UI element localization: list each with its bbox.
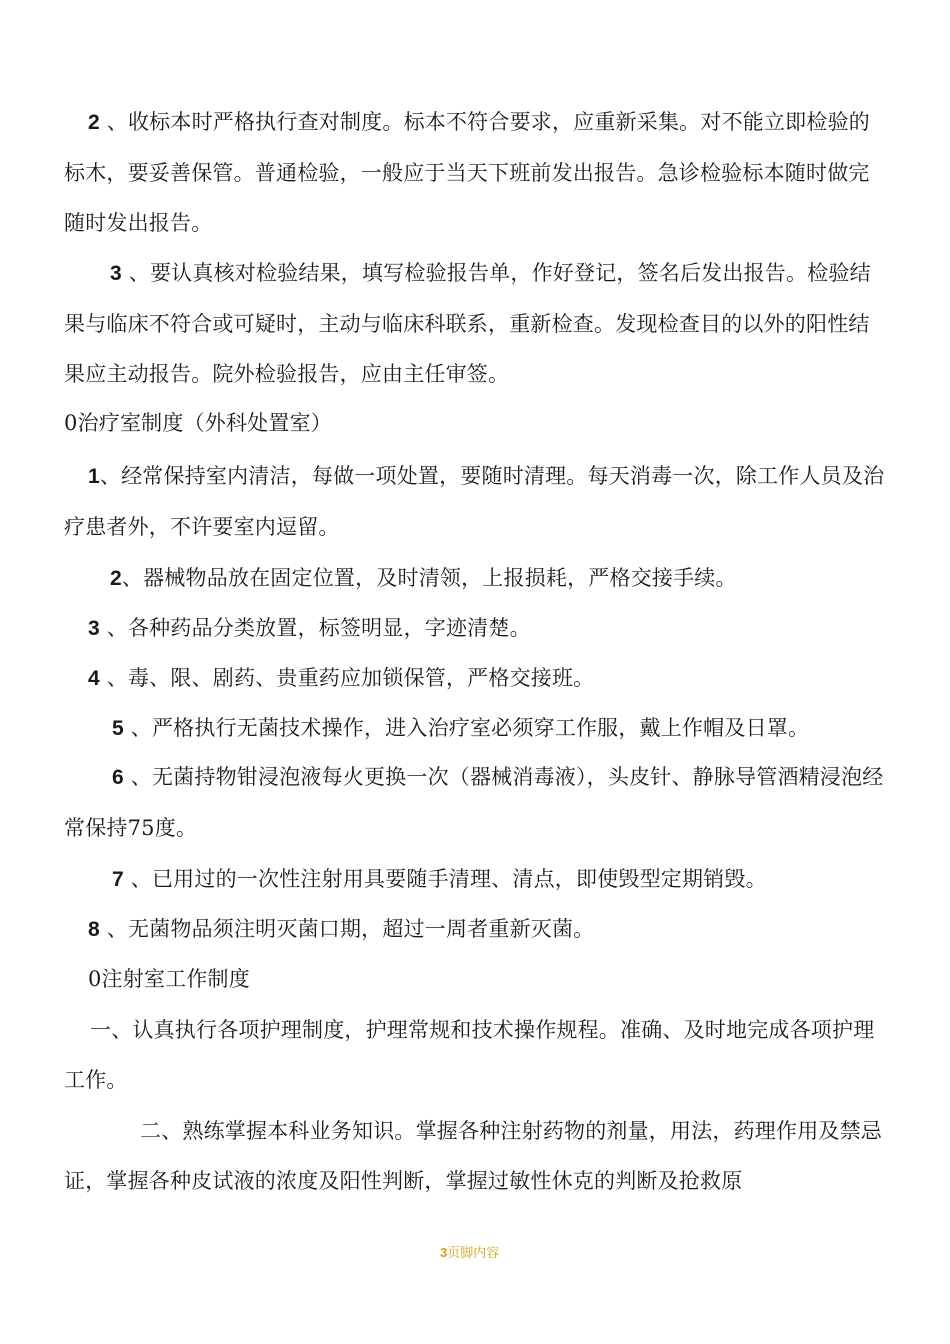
item-number: 3 [110, 262, 122, 285]
paragraph-10 [64, 854, 890, 905]
paragraph-text: 、经常保持室内清洁，每做一项处置，要随时清理。每天消毒一次，除工作人员及治疗患者外，不许要室内逗留。 [64, 464, 885, 539]
item-number: 6 [112, 766, 124, 789]
paragraph-11 [64, 904, 890, 955]
paragraph-5 [64, 553, 890, 604]
item-number: 4 [88, 667, 100, 690]
paragraph-text: 、无菌持物钳浸泡液每火更换一次（器械消毒液），头皮针、静脉导管酒精浸泡经常保持75度。 [64, 765, 884, 840]
paragraph-1 [64, 97, 890, 248]
paragraph-text: 、已用过的一次性注射用具要随手清理、清点，即使毁型定期销毁。 [123, 867, 767, 891]
section-heading-injection-room [64, 954, 890, 1004]
paragraph-13 [64, 1005, 890, 1105]
paragraph-text: 二、熟练掌握本科业务知识。掌握各种注射药物的剂量，用法，药理作用及禁忌证，掌握各种皮试液的浓度及阳性判断，掌握过敏性休克的判断及抢救原 [64, 1119, 882, 1193]
item-number: 7 [112, 868, 124, 891]
section-heading-treatment-room [64, 398, 890, 448]
paragraph-9 [64, 752, 890, 853]
page-footer [440, 1243, 510, 1263]
paragraph-8 [64, 703, 890, 754]
footer-page-number: 3 [440, 1245, 448, 1260]
item-number: 8 [88, 918, 100, 941]
item-number: 2 [88, 111, 100, 134]
item-number: 5 [112, 717, 124, 740]
paragraph-text: 一、认真执行各项护理制度，护理常规和技术操作规程。准确、及时地完成各项护理工作。 [64, 1018, 875, 1092]
paragraph-4 [64, 451, 890, 552]
paragraph-text: 、要认真核对检验结果，填写检验报告单，作好登记，签名后发出报告。检验结果与临床不符合或可疑时，主动与临床科联系，重新检查。发现检查目的以外的阳性结果应主动报告。院外检验报告，应由主任审签。 [64, 261, 871, 386]
footer-text: 页脚内容 [447, 1245, 500, 1260]
paragraph-7 [64, 653, 890, 704]
paragraph-text: 、毒、限、剧药、贵重药应加锁保管，严格交接班。 [99, 666, 595, 690]
paragraph-2 [64, 248, 890, 399]
item-number: 2 [110, 567, 122, 590]
item-number: 1 [88, 465, 100, 488]
paragraph-text: 、器械物品放在固定位置，及时清领，上报损耗，严格交接手续。 [121, 566, 737, 590]
paragraph-text: 、各种药品分类放置，标签明显，字迹清楚。 [99, 616, 531, 640]
paragraph-text: 、严格执行无菌技术操作，进入治疗室必须穿工作服，戴上作帽及日罩。 [123, 716, 810, 740]
paragraph-text: 、无菌物品须注明灭菌口期，超过一周者重新灭菌。 [99, 917, 595, 941]
paragraph-14 [64, 1106, 890, 1206]
heading-text: 0治疗室制度（外科处置室） [64, 411, 332, 435]
item-number: 3 [88, 617, 100, 640]
heading-text: 0注射室工作制度 [88, 967, 250, 991]
paragraph-text: 、收标本时严格执行查对制度。标本不符合要求，应重新采集。对不能立即检验的标木，要妥善保管。普通检验，一般应于当天下班前发出报告。急诊检验标本随时做完随时发出报告。 [64, 110, 870, 235]
paragraph-6 [64, 603, 890, 654]
